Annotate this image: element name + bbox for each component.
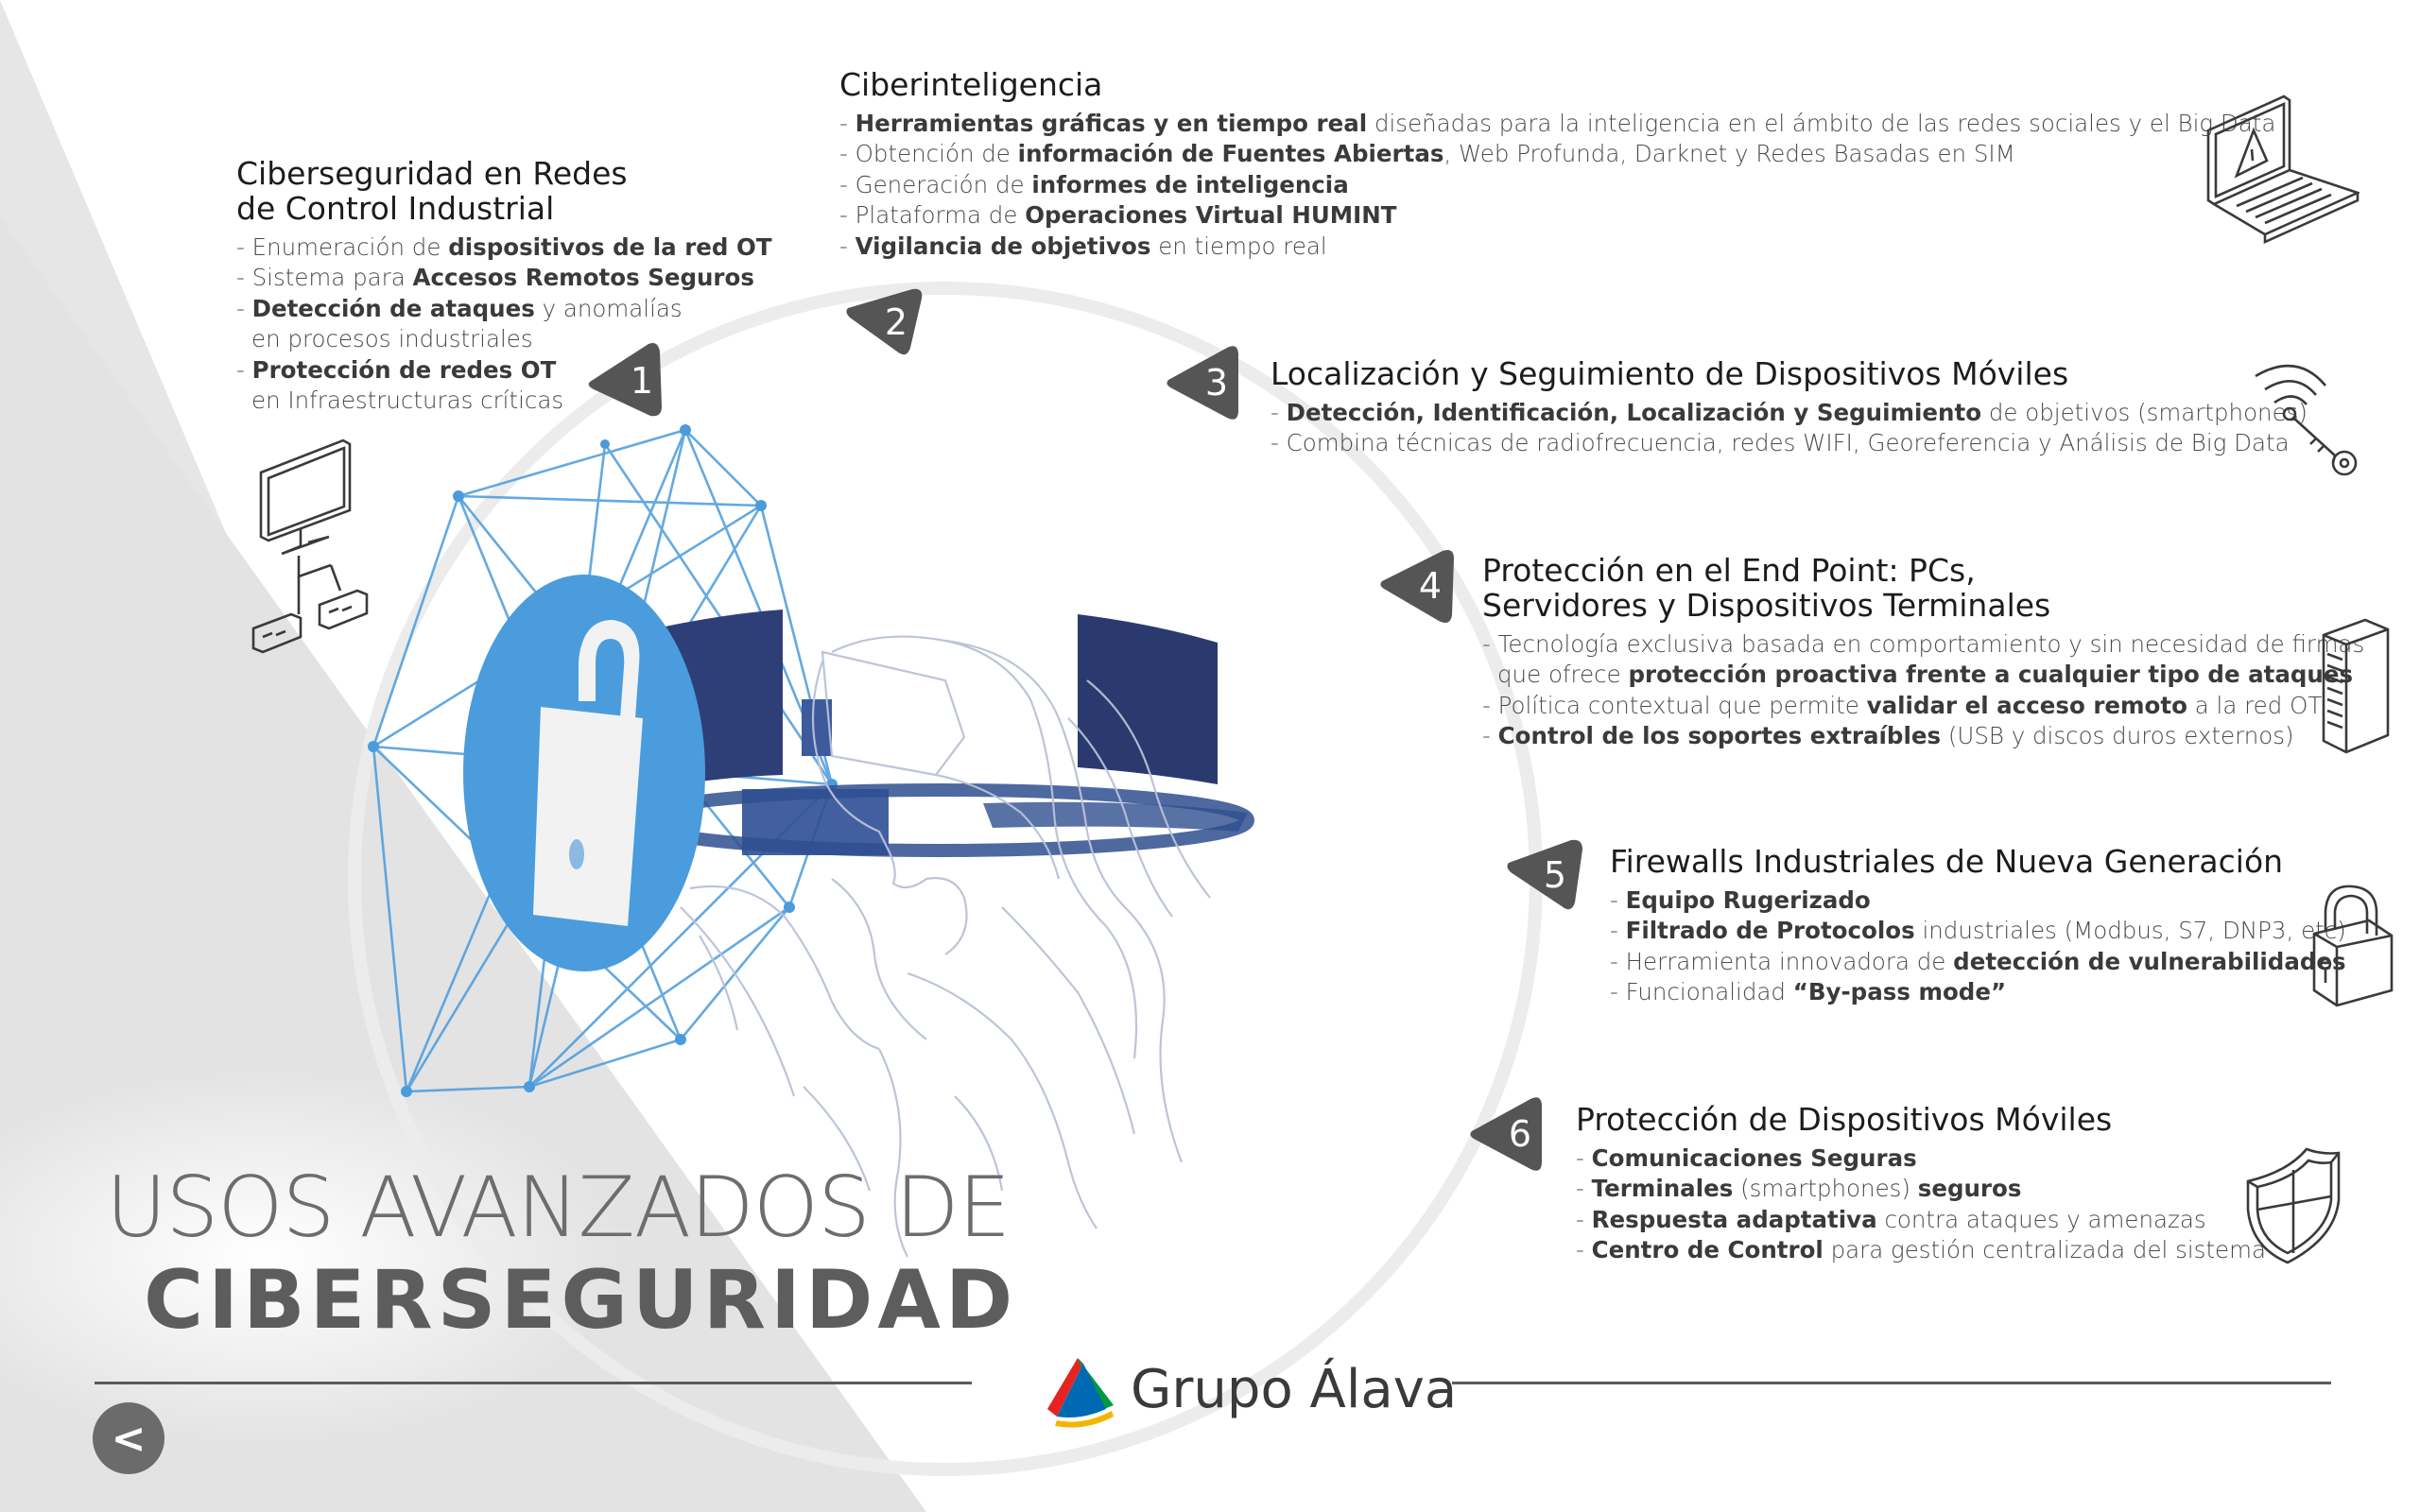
list-item-text: en procesos industriales [251, 325, 533, 353]
grupo-alava-logo-icon [1040, 1350, 1117, 1428]
list-item [1576, 1205, 2266, 1236]
list-item-bold-text: dispositivos de la red OT [448, 232, 772, 261]
list-item [1270, 428, 2308, 459]
list-item-text: , Web Profunda, Darknet y Redes Basadas en SIM [1443, 140, 2015, 168]
section-localizacion-moviles [1270, 357, 2308, 459]
section-title-line: Protección en el End Point: PCs, [1482, 552, 1976, 589]
list-item-text: (USB y discos duros externos) [1941, 722, 2294, 750]
section-title-line: Localización y Seguimiento de Dispositivos Móviles [1270, 355, 2069, 392]
list-item-bold-text: Detección de ataques [251, 294, 535, 322]
list-item-text: - Enumeración de [236, 232, 449, 261]
list-item-text: - Sistema para [236, 264, 413, 292]
list-item-bold-text: Respuesta adaptativa [1591, 1205, 1877, 1233]
list-item-bold-text: Terminales [1591, 1175, 1734, 1203]
list-item-bold-text: informes de inteligencia [1031, 170, 1349, 198]
section-title-line: Firewalls Industriales de Nueva Generación [1610, 843, 2284, 880]
section-item-list [1270, 398, 2308, 459]
vr-panels [633, 610, 1248, 855]
section-proteccion-endpoint [1482, 554, 2364, 752]
list-item-bold-text: validar el acceso remoto [1866, 691, 2187, 719]
list-item-text: (smartphones) [1733, 1175, 1918, 1203]
server-rack-icon [2318, 616, 2394, 762]
main-title [106, 1160, 1017, 1346]
list-item-text: - [1576, 1205, 1592, 1233]
padlock-icon [2308, 879, 2395, 1015]
list-item-text: en tiempo real [1150, 232, 1327, 260]
list-item-text: - Herramienta innovadora de [1610, 947, 1954, 975]
list-item-bold-text: Filtrado de Protocolos [1625, 917, 1915, 945]
list-item [1482, 691, 2364, 722]
list-item [1576, 1174, 2266, 1205]
list-item-bold-text: Accesos Remotos Seguros [412, 264, 754, 292]
list-item-text: - [1576, 1236, 1592, 1264]
list-item [1610, 977, 2346, 1008]
list-item [1610, 916, 2346, 947]
badge-2-number: 2 [884, 301, 908, 343]
list-item [1270, 398, 2308, 429]
badge-2 [844, 282, 925, 363]
list-item-text: - Generación de [839, 170, 1032, 198]
shield-icon [2240, 1143, 2344, 1270]
list-item-continuation [236, 386, 772, 417]
list-item-text: - Plataforma de [839, 201, 1026, 230]
list-item [1482, 629, 2364, 691]
wifi-key-icon [2250, 357, 2363, 484]
list-item-text: - Combina técnicas de radiofrecuencia, redes WIFI, Georeferencia y Análisis de Big Data [1270, 429, 2290, 457]
list-item-text: - [839, 109, 856, 137]
list-item-text: diseñadas para la inteligencia en el ámbito de las redes sociales y el Big Data [1367, 109, 2276, 137]
list-item-text: a la red OT [2187, 691, 2323, 719]
section-title-line: Protección de Dispositivos Móviles [1576, 1101, 2113, 1138]
badge-4 [1378, 545, 1460, 627]
list-item [236, 294, 772, 355]
list-item-bold-text: seguros [1917, 1175, 2022, 1203]
list-item-bold-text: detección de vulnerabilidades [1953, 947, 2346, 975]
laptop-alert-icon [2199, 93, 2360, 252]
section-firewalls-industriales [1610, 845, 2346, 1008]
list-item-text: - [1482, 722, 1498, 750]
badge-5 [1505, 834, 1586, 916]
list-item [1576, 1235, 2266, 1266]
footer-rule-left [95, 1382, 972, 1384]
list-item-text: - Funcionalidad [1610, 978, 1793, 1006]
section-title [1482, 554, 2364, 624]
list-item-text: - [236, 294, 252, 322]
list-item-bold-text: Operaciones Virtual HUMINT [1025, 201, 1397, 230]
footer-rule-right [1452, 1382, 2331, 1384]
list-item-bold-text: “By-pass mode” [1792, 978, 2007, 1006]
badge-6 [1468, 1093, 1549, 1175]
chevron-left-icon: < [111, 1414, 147, 1463]
list-item [236, 263, 772, 294]
list-item-bold-text: Detección, Identificación, Localización y Seguimiento [1286, 398, 1982, 426]
section-title-line: Ciberseguridad en Redes [236, 155, 628, 192]
badge-1-number: 1 [630, 360, 654, 402]
list-item-text: - Obtención de [839, 140, 1018, 168]
back-button[interactable] [93, 1402, 164, 1474]
list-item-bold-text: Herramientas gráficas y en tiempo real [855, 109, 1368, 137]
list-item-continuation [1482, 660, 2364, 691]
list-item-text: - [1610, 885, 1626, 914]
list-item-bold-text: Protección de redes OT [251, 355, 557, 384]
list-item-text: - [839, 232, 856, 260]
list-item-bold-text: protección proactiva frente a cualquier tipo de ataques [1628, 661, 2354, 689]
list-item-bold-text: Comunicaciones Seguras [1591, 1143, 1917, 1172]
section-ciberinteligencia [839, 68, 2275, 262]
section-title-line: Ciberinteligencia [839, 66, 1103, 103]
list-item-text: - Política contextual que permite [1482, 691, 1867, 719]
list-item [1610, 885, 2346, 917]
list-item-text: - [1610, 917, 1626, 945]
list-item [839, 109, 2275, 140]
badge-5-number: 5 [1543, 854, 1567, 896]
section-title [839, 68, 2275, 103]
list-item-continuation [236, 324, 772, 355]
section-title-line: Servidores y Dispositivos Terminales [1482, 586, 2051, 624]
section-title-line: de Control Industrial [236, 189, 555, 227]
section-proteccion-moviles [1576, 1103, 2266, 1266]
list-item [1576, 1143, 2266, 1175]
list-item-text: en Infraestructuras críticas [251, 387, 564, 415]
list-item-bold-text: Control de los soportes extraíbles [1497, 722, 1942, 750]
section-title [236, 157, 772, 227]
list-item-text: - [1576, 1143, 1592, 1172]
section-item-list [1482, 629, 2364, 752]
list-item-bold-text: Vigilancia de objetivos [855, 232, 1151, 260]
list-item-text: de objetivos (smartphones) [1981, 398, 2308, 426]
industrial-network-icon [244, 435, 376, 675]
main-title-line1: USOS AVANZADOS DE [106, 1159, 1011, 1256]
section-item-list [839, 109, 2275, 263]
list-item [1482, 721, 2364, 752]
list-item-text: contra ataques y amenazas [1876, 1205, 2206, 1233]
badge-6-number: 6 [1508, 1113, 1532, 1155]
list-item [839, 200, 2275, 232]
badge-4-number: 4 [1418, 565, 1443, 607]
list-item-text: - [1576, 1175, 1592, 1203]
section-title [1610, 845, 2346, 880]
list-item [236, 355, 772, 417]
list-item-text: - [1270, 398, 1287, 426]
section-title [1270, 357, 2308, 392]
list-item [839, 170, 2275, 201]
list-item [839, 232, 2275, 263]
badge-3-number: 3 [1204, 362, 1229, 404]
list-item-text: - Tecnología exclusiva basada en comportamiento y sin necesidad de firmas [1482, 629, 2365, 658]
brand-name: Grupo Álava [1131, 1358, 1458, 1420]
list-item-bold-text: Equipo Rugerizado [1625, 885, 1871, 914]
list-item [839, 139, 2275, 170]
list-item [236, 232, 772, 264]
section-item-list [1610, 885, 2346, 1008]
list-item-text: que ofrece [1497, 661, 1629, 689]
badge-3 [1165, 342, 1246, 423]
list-item-text: para gestión centralizada del sistema [1823, 1236, 2267, 1264]
section-item-list [1576, 1143, 2266, 1266]
main-title-line2: CIBERSEGURIDAD [144, 1253, 1018, 1348]
list-item-bold-text: información de Fuentes Abiertas [1017, 140, 1444, 168]
list-item-text: - [236, 355, 252, 384]
brand-logo[interactable] [1040, 1342, 1457, 1436]
list-item [1610, 947, 2346, 978]
list-item-text: y anomalías [534, 294, 683, 322]
section-item-list [236, 232, 772, 417]
section-title [1576, 1103, 2266, 1138]
list-item-text: industriales (Modbus, S7, DNP3, etc) [1914, 917, 2346, 945]
section-ciberseguridad-redes-industrial [236, 157, 772, 417]
list-item-bold-text: Centro de Control [1591, 1236, 1824, 1264]
